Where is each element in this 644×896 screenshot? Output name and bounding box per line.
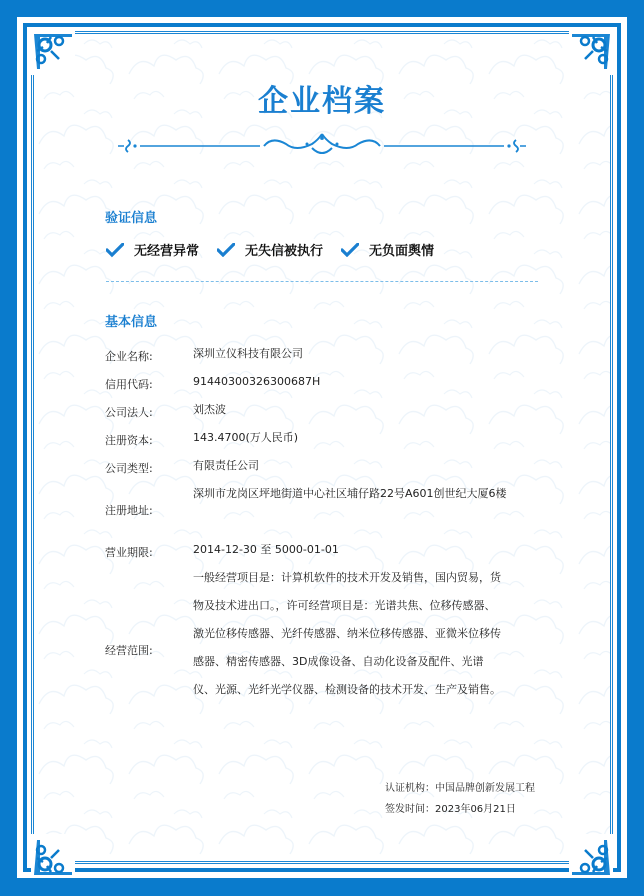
section-divider (106, 281, 538, 282)
check-icon (106, 243, 124, 257)
issuer-text: 认证机构：中国品牌创新发展工程 (385, 783, 535, 794)
ornament-corner-icon (569, 834, 613, 878)
ornamental-divider-icon (112, 132, 532, 160)
info-label: 营业期限: (105, 546, 153, 559)
verification-item (341, 240, 434, 259)
ornament-corner-icon (31, 31, 75, 75)
info-label: 信用代码: (105, 378, 153, 391)
page-title: 企业档案 (258, 84, 386, 119)
verification-item-label: 无负面舆情 (369, 244, 435, 259)
info-value: 2014-12-30 至 5000-01-01 (193, 543, 339, 556)
issue-date-text: 签发时间：2023年06月21日 (385, 804, 516, 815)
verification-section-title: 验证信息 (105, 211, 158, 226)
info-value: 深圳市龙岗区坪地街道中心社区埔仔路22号A601创世纪大厦6楼 (193, 487, 507, 500)
info-label: 注册地址: (105, 504, 153, 517)
verification-item-label: 无失信被执行 (245, 244, 324, 259)
info-value: 深圳立仪科技有限公司 (193, 347, 303, 360)
check-icon (217, 243, 235, 257)
check-icon (341, 243, 359, 257)
info-label: 经营范围: (105, 644, 153, 657)
info-label: 注册资本: (105, 434, 153, 447)
info-value: 143.4700(万人民币) (193, 431, 299, 444)
ornament-corner-icon (31, 834, 75, 878)
verification-item (217, 240, 323, 259)
info-value: 刘杰波 (193, 403, 226, 416)
verification-checks (106, 240, 452, 259)
basic-info-section-title: 基本信息 (105, 315, 158, 330)
verification-item-label: 无经营异常 (134, 244, 200, 259)
info-label: 公司法人: (105, 406, 153, 419)
ornament-corner-icon (569, 31, 613, 75)
info-label: 公司类型: (105, 462, 153, 475)
info-value: 有限责任公司 (193, 459, 259, 472)
verification-item (106, 240, 199, 259)
info-value: 一般经营项目是：计算机软件的技术开发及销售，国内贸易，货物及技术进出口。，许可经营项目是：光谱共焦、位移传感器、激光位移传感器、光纤传感器、纳米位移传感器、亚微米位移传感器、精密传感器、3D成像设备、自动化设备及配件、光谱仪、光源、光纤光学仪器、检测设备的技术开发、生产及销售。 (193, 571, 501, 696)
info-value: 91440300326300687H (193, 375, 321, 388)
info-label: 企业名称: (105, 350, 153, 363)
